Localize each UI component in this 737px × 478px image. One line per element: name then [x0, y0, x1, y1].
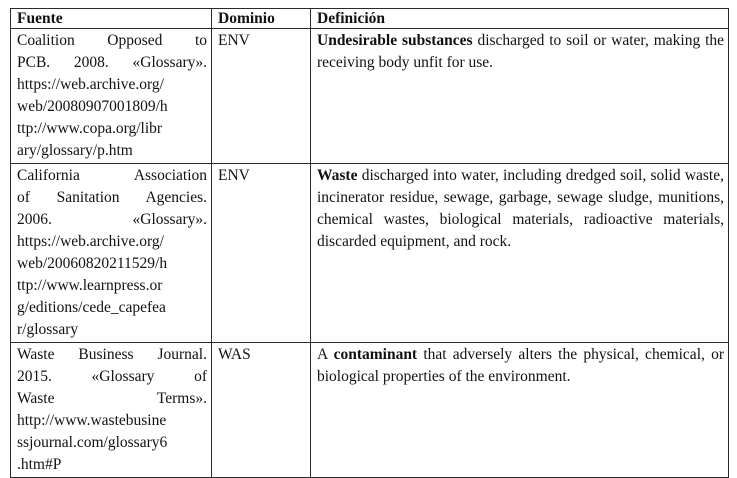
header-definicion: Definición — [311, 9, 729, 29]
fuente-line: 2006. «Glossary». — [17, 211, 207, 228]
fuente-line: http://www.wastebusine — [17, 412, 167, 429]
fuente-cell — [11, 164, 212, 343]
fuente-cell — [11, 29, 212, 164]
table-row — [11, 343, 729, 478]
fuente-line: .htm#P — [17, 456, 62, 473]
header-dominio: Dominio — [212, 9, 311, 29]
fuente-line: ttp://www.learnpress.or — [17, 277, 163, 294]
fuente-line: ary/glossary/p.htm — [17, 142, 133, 159]
fuente-line: California Association — [17, 167, 207, 184]
fuente-line: of Sanitation Agencies. — [17, 189, 207, 206]
fuente-line: Waste Business Journal. — [17, 346, 207, 363]
table-row — [11, 29, 729, 164]
fuente-line: web/20060820211529/h — [17, 255, 168, 272]
table-header-row — [11, 9, 729, 29]
definicion-term: Undesirable substances — [317, 32, 473, 49]
fuente-line: web/20080907001809/h — [17, 98, 168, 115]
fuente-line: ttp://www.copa.org/libr — [17, 120, 163, 137]
dominio-cell: ENV — [212, 29, 311, 164]
table-row — [11, 164, 729, 343]
fuente-line: r/glossary — [17, 321, 79, 338]
definicion-cell — [311, 164, 729, 343]
fuente-line: https://web.archive.org/ — [17, 233, 164, 250]
fuente-line: 2015. «Glossary of — [17, 368, 207, 385]
dominio-cell: ENV — [212, 164, 311, 343]
definicion-text: discharged to soil or water, making the receiving body unfit for use. — [317, 32, 725, 71]
header-fuente: Fuente — [11, 9, 212, 29]
glossary-table — [10, 8, 729, 478]
fuente-line: Coalition Opposed to — [17, 32, 207, 49]
definicion-text: that adversely alters the physical, chemical, or biological properties of the environment. — [317, 346, 724, 385]
definicion-prefix: A — [317, 346, 334, 363]
fuente-line: g/editions/cede_capefea — [17, 299, 166, 316]
fuente-cell — [11, 343, 212, 478]
fuente-line: https://web.archive.org/ — [17, 76, 164, 93]
definicion-cell — [311, 343, 729, 478]
fuente-line: ssjournal.com/glossary6 — [17, 434, 168, 451]
definicion-term: contaminant — [333, 346, 418, 363]
fuente-line: Waste Terms». — [17, 390, 207, 407]
definicion-cell — [311, 29, 729, 164]
dominio-cell: WAS — [212, 343, 311, 478]
definicion-text: discharged into water, including dredged soil, solid waste, incinerator residue, sewage, garbage, sewage sludge, munitions, chemical wastes, biological materials, radioactive materials, discarded equipment, and rock. — [317, 167, 724, 250]
fuente-line: PCB. 2008. «Glossary». — [17, 54, 207, 71]
definicion-term: Waste — [317, 167, 358, 184]
